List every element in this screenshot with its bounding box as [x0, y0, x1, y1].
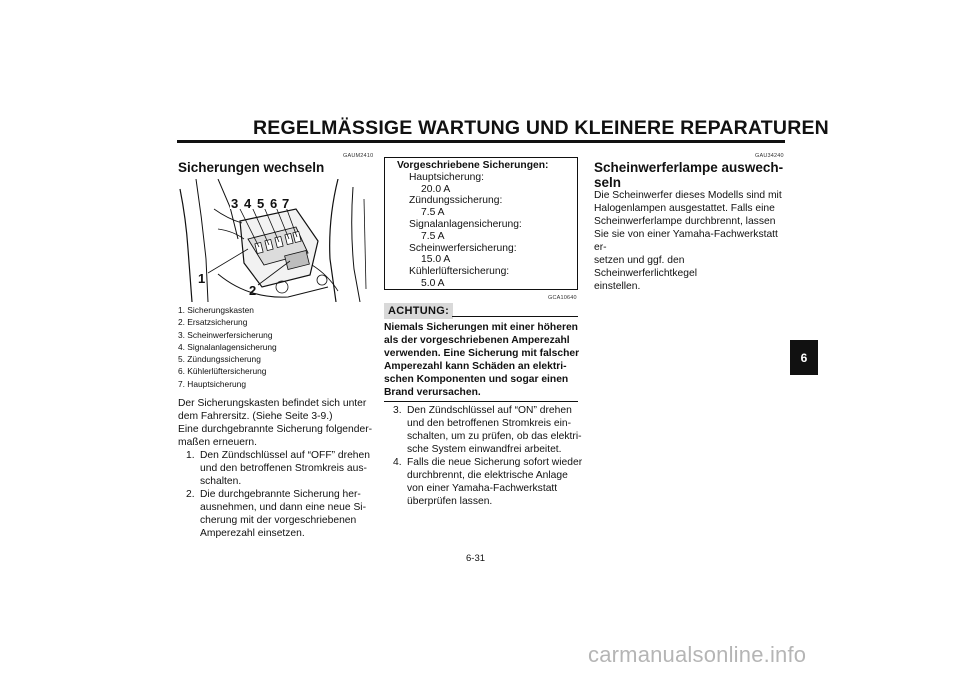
text-line: setzen und ggf. den Scheinwerferlichtkegel [594, 255, 698, 279]
spec-name: Zündungssicherung: [409, 195, 503, 207]
section-code: GAU34240 [755, 153, 784, 159]
text-line: dem Fahrersitz. (Siehe Seite 3-9.) [178, 411, 333, 422]
section-heading: Sicherungen wechseln [178, 160, 325, 175]
text-line: Der Sicherungskasten befindet sich unter [178, 398, 367, 409]
text-line: ausnehmen, und dann eine neue Si- [200, 502, 367, 513]
text-line: durchbrennt, die elektrische Anlage [407, 470, 568, 481]
spec-name: Scheinwerfersicherung: [409, 242, 517, 254]
spec-name: Hauptsicherung: [409, 171, 484, 183]
step-number: 2. [186, 489, 195, 500]
watermark[interactable]: carmanualsonline.info [588, 642, 807, 667]
text-line: einstellen. [594, 281, 641, 292]
caution-label: ACHTUNG: [384, 303, 453, 319]
list-item [393, 456, 588, 508]
steps-list-2 [393, 404, 588, 508]
spec-value: 20.0 A [421, 183, 451, 195]
text-line: sche System einwandfrei arbeitet. [407, 444, 562, 455]
text-line: Eine durchgebrannte Sicherung folgender- [178, 424, 373, 435]
callout-5: 5 [257, 196, 265, 211]
legend-item: 3. Scheinwerfersicherung [178, 329, 273, 340]
text-line: Falls die neue Sicherung sofort wieder [407, 457, 583, 468]
text-line: schalten, um zu prüfen, ob das elektri- [407, 431, 582, 442]
header-rule [177, 140, 785, 143]
callout-1: 1 [198, 271, 206, 286]
text-line: und den betroffenen Stromkreis aus- [200, 463, 367, 474]
list-item [186, 488, 381, 540]
callout-6: 6 [270, 196, 278, 211]
figure-legend [178, 304, 277, 390]
text-line: Scheinwerferlampe durchbrennt, lassen [594, 216, 776, 227]
text-line: maßen erneuern. [178, 437, 257, 448]
section-heading [594, 160, 783, 190]
callout-4: 4 [244, 196, 252, 211]
fuse-spec-box [384, 157, 578, 290]
text-line: Halogenlampen ausgestattet. Falls eine [594, 203, 775, 214]
section-code: GAUM2410 [343, 153, 374, 159]
legend-item: 5. Zündungssicherung [178, 354, 261, 365]
step-number: 4. [393, 457, 402, 468]
legend-item: 4. Signalanlagensicherung [178, 341, 277, 352]
page-number: 6-31 [466, 553, 486, 564]
text-line: Die durchgebrannte Sicherung her- [200, 489, 361, 500]
spec-name: Signalanlagensicherung: [409, 218, 522, 230]
text-line: schen Komponenten und sogar einen [384, 374, 569, 385]
spec-value: 5.0 A [421, 277, 445, 289]
text-line: überprüfen lassen. [407, 496, 493, 507]
text-line: Den Zündschlüssel auf “ON” drehen [407, 405, 572, 416]
step-number: 1. [186, 450, 195, 461]
spec-value: 15.0 A [421, 254, 451, 266]
text-line: cherung mit der vorgeschriebenen [200, 515, 357, 526]
text-line: Sie sie von einer Yamaha-Fachwerkstatt er- [594, 229, 778, 253]
chapter-tab[interactable]: 6 [790, 340, 818, 375]
text-line: Den Zündschlüssel auf “OFF” drehen [200, 450, 370, 461]
text-line: als der vorgeschriebenen Amperezahl [384, 335, 570, 346]
callout-2: 2 [249, 283, 257, 298]
callout-7: 7 [282, 196, 290, 211]
heading-line: Scheinwerferlampe auswech- [594, 160, 784, 175]
legend-item: 1. Sicherungskasten [178, 305, 254, 315]
steps-list-1 [186, 449, 381, 540]
caution-rule [452, 316, 578, 317]
step-number: 3. [393, 405, 402, 416]
caution-code: GCA10640 [548, 295, 577, 301]
spec-value: 7.5 A [421, 207, 445, 219]
spec-name: Kühlerlüftersicherung: [409, 266, 510, 278]
heading-line: seln [594, 175, 622, 190]
text-line: Die Scheinwerfer dieses Modells sind mit [594, 190, 782, 201]
text-line: schalten. [200, 476, 242, 487]
spec-value: 7.5 A [421, 230, 445, 242]
headlight-paragraph [594, 189, 790, 293]
legend-item: 2. Ersatzsicherung [178, 317, 248, 328]
callout-3: 3 [231, 196, 239, 211]
intro-paragraph [178, 397, 378, 449]
text-line: von einer Yamaha-Fachwerkstatt [407, 483, 558, 494]
spec-title: Vorgeschriebene Sicherungen: [397, 160, 549, 171]
page-header-title: REGELMÄSSIGE WARTUNG UND KLEINERE REPARATUREN [253, 117, 829, 139]
text-line: Brand verursachen. [384, 387, 481, 398]
fuse-box-illustration [178, 179, 368, 302]
legend-item: 7. Hauptsicherung [178, 378, 246, 389]
text-line: Amperezahl einsetzen. [200, 528, 305, 539]
list-item [393, 404, 588, 456]
caution-bottom-rule [384, 401, 578, 402]
text-line: verwenden. Eine Sicherung mit falscher [384, 348, 580, 359]
caution-text [384, 321, 584, 399]
text-line: und den betroffenen Stromkreis ein- [407, 418, 572, 429]
list-item [186, 449, 381, 488]
text-line: Niemals Sicherungen mit einer höheren [384, 322, 578, 333]
text-line: Amperezahl kann Schäden an elektri- [384, 361, 567, 372]
legend-item: 6. Kühlerlüftersicherung [178, 366, 267, 377]
